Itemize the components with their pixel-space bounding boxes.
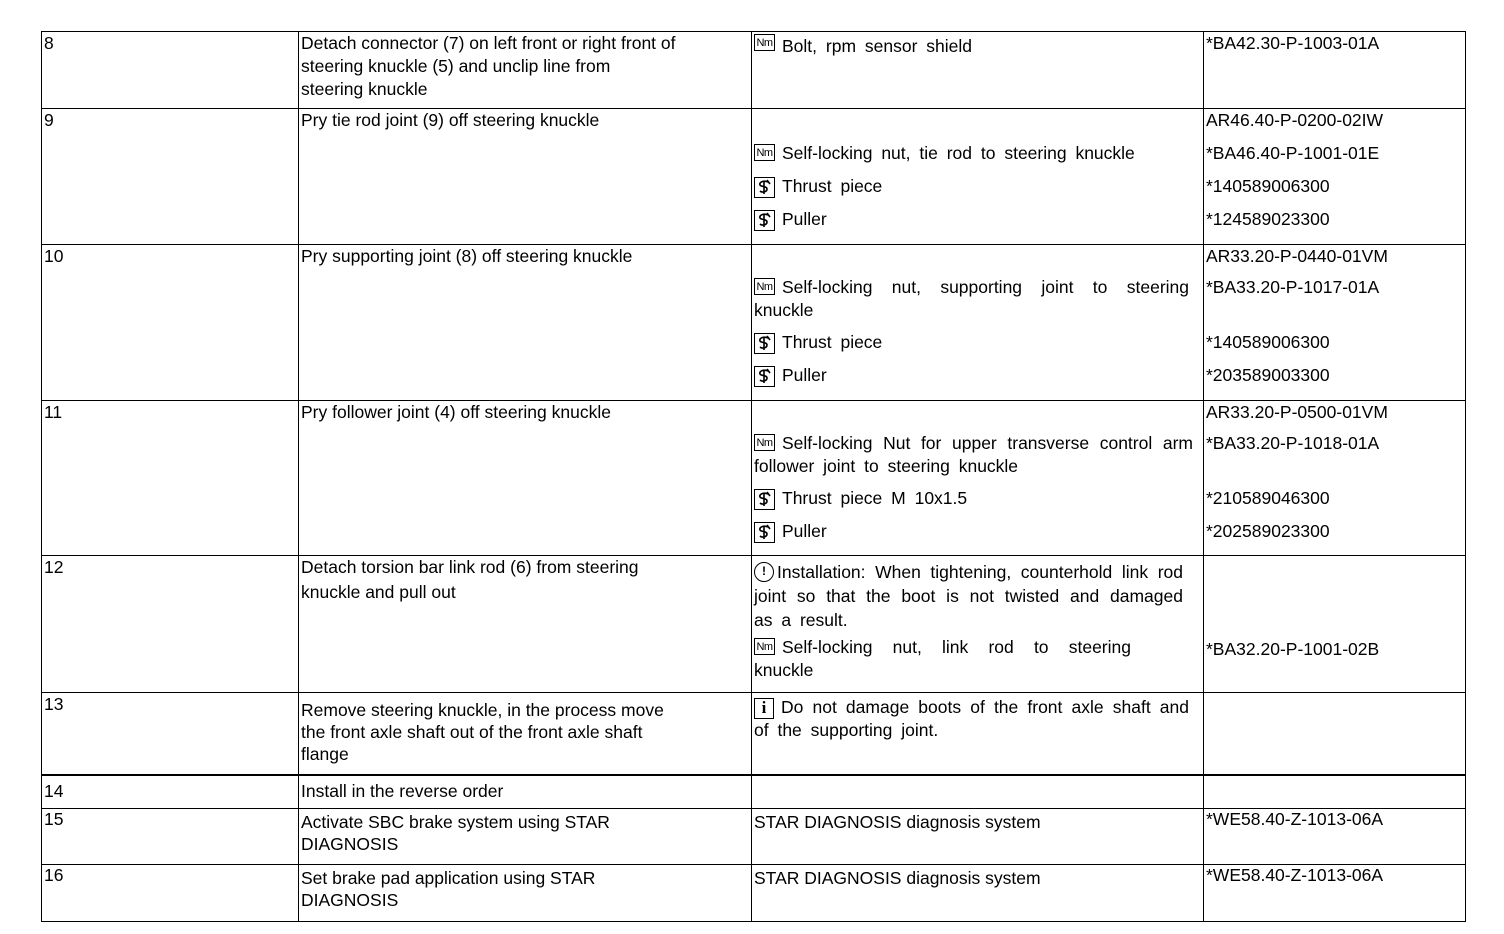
refs-cell xyxy=(1204,109,1466,245)
action-cell xyxy=(299,32,752,109)
table-row xyxy=(42,693,1466,775)
action-text: Pry tie rod joint (9) off steering knuckle xyxy=(301,110,600,130)
note-text: Thrust piece xyxy=(782,176,883,196)
action-text: Activate SBC brake system using STAR xyxy=(301,812,610,832)
action-text: Install in the reverse order xyxy=(301,781,504,802)
note-text: Self-locking nut, supporting joint to steering knuckle xyxy=(754,277,1189,320)
note-text: Puller xyxy=(782,521,827,541)
reference-link[interactable]: *124589023300 xyxy=(1206,209,1330,229)
action-text: steering knuckle (5) and unclip line from xyxy=(301,56,611,76)
note-item xyxy=(754,32,1201,58)
refs-cell xyxy=(1204,401,1466,556)
special-tool-icon[interactable] xyxy=(754,333,775,354)
action-text: DIAGNOSIS xyxy=(301,834,399,854)
note-text: Installation: When tightening, counterhold link rod joint so that the boot is not twisted and damaged as a result. xyxy=(754,562,1183,630)
note-text: STAR DIAGNOSIS diagnosis system xyxy=(754,868,1041,888)
action-text: Detach torsion bar link rod (6) from steering xyxy=(301,557,639,577)
action-text: flange xyxy=(301,744,349,764)
notes-cell xyxy=(752,32,1204,109)
special-tool-icon[interactable] xyxy=(754,489,775,510)
notes-cell xyxy=(752,401,1204,556)
reference-link[interactable]: *WE58.40-Z-1013-06A xyxy=(1206,809,1384,829)
action-text: Set brake pad application using STAR xyxy=(301,868,596,888)
action-text: Remove steering knuckle, in the process move xyxy=(301,700,664,720)
note-text: Do not damage boots of the front axle shaft and of the supporting joint. xyxy=(754,697,1189,740)
note-item xyxy=(754,276,1201,331)
table-row xyxy=(42,775,1466,809)
special-tool-icon[interactable] xyxy=(754,177,775,198)
reference-link[interactable]: *BA33.20-P-1017-01A xyxy=(1206,277,1380,297)
refs-cell xyxy=(1204,556,1466,693)
step-number: 15 xyxy=(42,809,299,865)
note-item xyxy=(754,175,1201,208)
note-item xyxy=(754,636,1201,682)
table-row xyxy=(42,32,1466,109)
table-row xyxy=(42,401,1466,556)
reference-link[interactable]: *BA46.40-P-1001-01E xyxy=(1206,143,1380,163)
action-cell xyxy=(299,245,752,401)
action-text: Pry follower joint (4) off steering knuckle xyxy=(301,402,611,422)
notes-cell xyxy=(752,809,1204,865)
reference-link[interactable]: AR33.20-P-0440-01VM xyxy=(1206,246,1388,266)
nm-torque-icon[interactable]: Nm xyxy=(754,34,775,51)
reference-link[interactable]: *140589006300 xyxy=(1206,176,1330,196)
reference-link[interactable]: *WE58.40-Z-1013-06A xyxy=(1206,865,1384,885)
action-text: Pry supporting joint (8) off steering knuckle xyxy=(301,246,633,266)
nm-torque-icon[interactable]: Nm xyxy=(754,144,775,161)
refs-cell xyxy=(1204,809,1466,865)
info-icon[interactable]: i xyxy=(754,698,774,719)
step-number: 12 xyxy=(42,556,299,693)
note-item xyxy=(754,432,1201,487)
note-item xyxy=(754,487,1201,520)
reference-link[interactable]: AR46.40-P-0200-02IW xyxy=(1206,110,1384,130)
reference-link[interactable]: *202589023300 xyxy=(1206,521,1330,541)
reference-link[interactable]: *BA42.30-P-1003-01A xyxy=(1206,33,1380,53)
step-number: 16 xyxy=(42,865,299,922)
refs-cell xyxy=(1204,693,1466,775)
special-tool-icon[interactable] xyxy=(754,522,775,543)
action-cell xyxy=(299,109,752,245)
note-item xyxy=(754,520,1201,543)
action-cell xyxy=(299,401,752,556)
nm-torque-icon[interactable]: Nm xyxy=(754,638,775,655)
reference-link[interactable]: *210589046300 xyxy=(1206,488,1330,508)
procedure-table xyxy=(41,31,1466,922)
note-text: Thrust piece M 10x1.5 xyxy=(782,488,968,508)
note-text: Self-locking nut, link rod to steering knuckle xyxy=(754,637,1131,680)
table-row xyxy=(42,245,1466,401)
note-text: Self-locking nut, tie rod to steering knuckle xyxy=(782,143,1135,163)
action-text: knuckle and pull out xyxy=(301,582,456,602)
note-item xyxy=(754,208,1201,231)
refs-cell xyxy=(1204,32,1466,109)
note-text: Bolt, rpm sensor shield xyxy=(782,36,972,56)
table-row xyxy=(42,109,1466,245)
note-item xyxy=(754,142,1201,175)
step-number: 11 xyxy=(42,401,299,556)
reference-link[interactable]: *BA32.20-P-1001-02B xyxy=(1206,639,1380,659)
step-number: 13 xyxy=(42,693,299,775)
special-tool-icon[interactable] xyxy=(754,366,775,387)
nm-torque-icon[interactable]: Nm xyxy=(754,434,775,451)
step-number: 9 xyxy=(42,109,299,245)
step-number: 14 xyxy=(42,775,299,809)
action-cell xyxy=(299,693,752,775)
table-row xyxy=(42,556,1466,693)
note-text: STAR DIAGNOSIS diagnosis system xyxy=(754,812,1041,832)
refs-cell xyxy=(1204,775,1466,809)
note-text: Self-locking Nut for upper transverse control arm follower joint to steering knuckle xyxy=(754,433,1193,476)
notes-cell xyxy=(752,245,1204,401)
note-item xyxy=(754,560,1201,632)
action-cell xyxy=(299,865,752,922)
note-item xyxy=(754,331,1201,364)
action-text: Detach connector (7) on left front or right front of xyxy=(301,33,676,53)
step-number: 8 xyxy=(42,32,299,109)
reference-link[interactable]: *203589003300 xyxy=(1206,365,1330,385)
reference-link[interactable]: *140589006300 xyxy=(1206,332,1330,352)
action-text: the front axle shaft out of the front axle shaft xyxy=(301,722,643,742)
notes-cell xyxy=(752,693,1204,775)
note-item xyxy=(754,364,1201,387)
action-cell xyxy=(299,775,752,809)
refs-cell xyxy=(1204,245,1466,401)
nm-torque-icon[interactable]: Nm xyxy=(754,278,775,295)
action-text: steering knuckle xyxy=(301,79,428,99)
reference-link[interactable]: *BA33.20-P-1018-01A xyxy=(1206,433,1380,453)
note-text: Thrust piece xyxy=(782,332,883,352)
note-text: Puller xyxy=(782,365,827,385)
notes-cell xyxy=(752,556,1204,693)
step-number: 10 xyxy=(42,245,299,401)
notes-cell xyxy=(752,865,1204,922)
table-row xyxy=(42,865,1466,922)
special-tool-icon[interactable] xyxy=(754,210,775,231)
notes-cell xyxy=(752,109,1204,245)
action-text: DIAGNOSIS xyxy=(301,890,399,910)
notes-cell xyxy=(752,775,1204,809)
installation-note-icon[interactable]: ! xyxy=(754,562,774,582)
refs-cell xyxy=(1204,865,1466,922)
reference-link[interactable]: AR33.20-P-0500-01VM xyxy=(1206,402,1388,422)
note-item xyxy=(754,696,1201,742)
action-cell xyxy=(299,556,752,693)
table-row xyxy=(42,809,1466,865)
action-cell xyxy=(299,809,752,865)
note-text: Puller xyxy=(782,209,827,229)
